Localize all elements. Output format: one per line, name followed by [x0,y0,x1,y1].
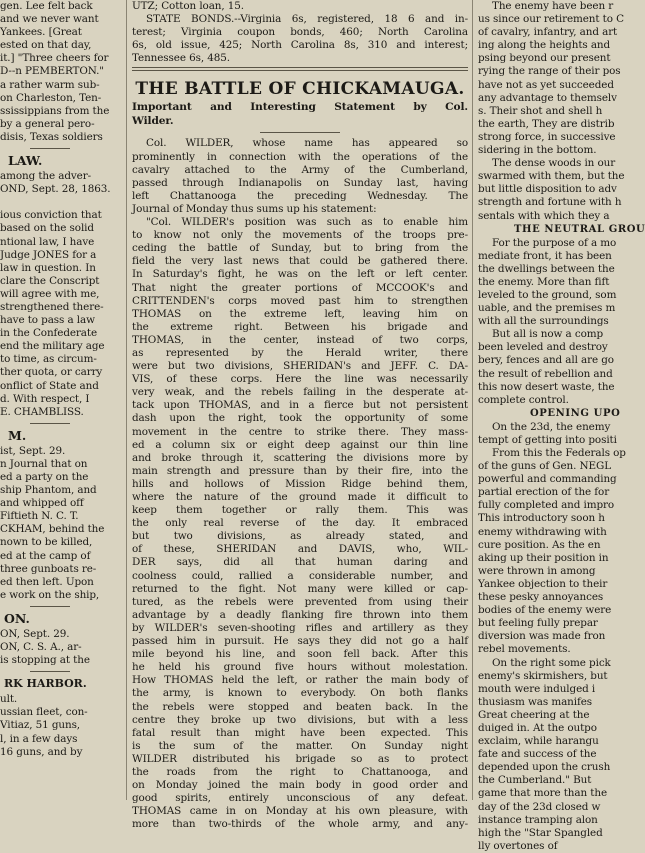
text-line: of the guns of Gen. NEGL [478,460,612,473]
text-line: been leveled and destroy [478,341,608,354]
article-intro [132,137,468,216]
text-line: dash upon the right, took the opportunity of some [132,412,468,425]
text-line: by WILDER's seven-shooting rifles and artillery as they [132,621,468,634]
text-line: swarmed with them, but the [478,170,625,183]
text-line: the Cumberland." But [478,774,592,787]
text-line: the only real reverse of the day. It embraced [132,517,468,530]
text-line: day of the 23d closed w [478,800,601,813]
text-line: STATE BONDS.--Virginia 6s, registered, 18 6 and in- [146,13,468,26]
text-line: have not as yet succeeded [478,78,614,91]
text-line: based on the solid [0,222,94,235]
text-line: hills and hollows of Mission Ridge behind them, [132,477,468,490]
text-line: ussian fleet, con- [0,706,88,719]
text-line: leveled to the ground, som [478,288,617,301]
text-line: the result of rebellion and [478,367,613,380]
text-line: The dense woods in our [492,157,616,170]
text-line: it.] "Three cheers for [0,52,109,65]
text-line: cavalry attached to the Army of the Cumberland, [132,163,468,176]
text-line: gen. Lee felt back [0,0,93,12]
text-line: ed then left. Upon [0,575,94,588]
text-line: ship Phantom, and [0,484,97,497]
on-text [0,628,120,667]
text-line: these pesky annoyances [478,591,604,604]
text-line: rebel movements. [478,643,571,656]
text-line: tured, as the rebels were prevented from using their [132,595,468,608]
text-line: E. CHAMBLISS. [0,405,84,418]
text-line: Journal of Monday thus sums up his statement: [132,202,377,215]
text-line: to time, as circum- [0,353,97,366]
text-line: and whipped off [0,497,84,510]
text-line: law in question. In [0,261,96,274]
text-line: partial erection of the for [478,486,610,499]
text-line: Fiftieth N. C. T. [0,510,79,523]
text-line: have to pass a law [0,314,95,327]
text-line: enemy withdrawing with [478,525,607,538]
article-subtitle [132,101,468,128]
text-line: more than two-thirds of the whole army, and any- [132,818,468,831]
text-line: CRITTENDEN's corps moved past him to strengthen [132,294,468,307]
text-line: a rather warm sub- [0,78,100,91]
text-line: ther quota, or carry [0,366,103,379]
text-line: Important and Interesting Statement by Col. [132,101,468,114]
text-line: s. Their shot and shell h [478,104,603,117]
text-line: the earth, They are distrib [478,117,615,130]
divider [30,148,70,149]
text-line: as represented by the Herald writer, there [132,346,468,359]
middle-column [132,0,468,831]
text-line: On the right some pick [492,656,611,669]
text-line: tempt of getting into positi [478,433,617,446]
column-rule [472,0,473,800]
text-line: on Charleston, Ten- [0,91,102,104]
text-line: coolness could, rallied a considerable number, and [132,569,468,582]
text-line: by a general pero- [0,117,95,130]
text-line: aking up their position in [478,551,609,564]
text-line: ious conviction that [0,209,102,222]
article-title: THE BATTLE OF CHICKAMAUGA. [135,79,465,100]
text-line: disis, Texas soldiers [0,130,103,143]
text-line: Vitiaz, 51 guns, [0,719,81,732]
text-line [0,196,120,209]
neutral-ground-heading: THE NEUTRAL GROU [514,223,645,235]
divider [30,606,70,607]
text-line: on Monday joined the main body in good order and [132,779,468,792]
text-line: ssissippians from the [0,104,110,117]
text-line: OND, Sept. 28, 1863. [0,183,111,196]
text-line: the army, is known to everybody. On both flanks [132,687,468,700]
text-line: movement in the centre to strike there. They mass- [132,425,468,438]
text-line: "Col. WILDER's position was such as to enable him [146,216,468,229]
text-line: 6s, old issue, 425; North Carolina 8s, 310 and interest; [132,39,468,52]
text-line: game that more than the [478,787,607,800]
text-line: onflict of State and [0,379,99,392]
text-line: On the 23d, the enemy [492,420,611,433]
text-line: DER says, did all that human daring and [132,556,468,569]
text-line: ntional law, I have [0,235,95,248]
text-line: left Chattanooga the preceding Wednesday. The [132,189,468,202]
text-line: diversion was made fron [478,630,606,643]
text-line: l, in a few days [0,732,78,745]
text-line: thusiasm was manifes [478,695,593,708]
text-line: strength and fortune with h [478,196,622,209]
text-line: n Journal that on [0,457,88,470]
text-line: CKHAM, behind the [0,523,105,536]
text-line: WILDER distributed his brigade so as to protect [132,752,468,765]
text-line: duiged in. At the outpo [478,721,597,734]
right-top-text [478,0,640,223]
title-divider [260,132,340,133]
opening-heading: OPENING UPO [530,407,621,419]
text-line: VIS, of these corps. Here the line was necessarily [132,373,468,386]
text-line: mile beyond his line, and soon fell back. After this [132,648,468,661]
text-line: complete control. [478,393,569,406]
text-line: rying the range of their pos [478,65,621,78]
left-column [0,0,120,800]
text-line: passed through Indianapolis on Sunday last, having [132,176,468,189]
text-line: ing along the heights and [478,39,611,52]
text-line: ed a party on the [0,471,89,483]
text-line: ed at the camp of [0,549,91,562]
text-line: Col. WILDER, whose name has appeared so [146,137,468,150]
text-line: For the purpose of a mo [492,236,617,249]
text-line: mouth were indulged i [478,682,596,695]
text-line: fate and success of the [478,748,597,761]
text-line: keep them together or rally them. This was [132,504,468,517]
text-line: ist, Sept. 29. [0,444,66,457]
text-line: the rebels were stopped and beaten back. In the [132,700,468,713]
text-line: fully completed and impro [478,499,615,512]
opening-text [478,421,640,853]
text-line: is stopping at the [0,654,90,667]
law-text [0,170,120,419]
text-line: he held his ground five hours without molestation. [132,661,468,674]
text-line: and we never want [0,13,99,26]
text-line: where the nature of the ground made it difficult to [132,491,468,503]
text-line: Great cheering at the [478,708,590,721]
text-line: good spirits, entirely unconscious of any defeat. [132,792,468,805]
text-line: ON, Sept. 29. [0,627,70,640]
text-line: instance tramping alon [478,813,598,826]
text-line: The enemy have been r [492,0,614,12]
text-line: and broke through it, scattering the divisions more by [132,451,468,464]
text-line: were but two divisions, SHERIDAN's and JEFF. C. DA- [132,360,468,373]
text-line: ceding the battle of Sunday, but to bring from the [132,242,468,255]
text-line: Judge JONES for a [0,248,97,261]
text-line: the roads from the right to Chattanooga, and [132,765,468,778]
m-heading: M. [8,427,27,443]
text-line: From this the Federals op [492,447,626,459]
text-line: prominently in connection with the operations of the [132,150,468,163]
text-line: nown to be killed, [0,536,93,549]
text-line: tack upon THOMAS, and in a fierce but not persistent [132,399,468,412]
bond-prices-text [132,0,468,65]
text-line: psing beyond our present [478,52,611,65]
text-line: clare the Conscript [0,274,100,287]
text-line: THOMAS on the extreme left, leaving him on [132,307,468,320]
text-line: How THOMAS held the left, or rather the main body of [132,674,468,687]
text-line: d. With respect, I [0,392,90,405]
text-line: That night the greater portions of MCCOOK's and [132,281,468,294]
text-line: passed him in pursuit. He says they did not go a half [132,635,468,648]
section-rule [132,67,468,71]
text-line: but little disposition to adv [478,183,617,196]
harbor-heading: RK HARBOR. [4,677,87,691]
text-line: of cavalry, infantry, and art [478,26,618,39]
text-line: advantage by a deadly flanking fire thrown into them [132,608,468,621]
text-line: uable, and the premises m [478,302,616,315]
text-line: ed a column six or eight deep against our thin line [132,438,468,451]
text-line: ested on that day, [0,39,92,52]
text-line: returned to the fight. Not many were killed or cap- [132,582,468,595]
text-line: lly overtones of [478,839,558,852]
right-column [478,0,645,852]
text-line: but feeling fully prepar [478,617,598,630]
on-heading: ON. [4,610,30,626]
text-line: the enemy. More than fift [478,275,610,288]
text-line: will agree with me, [0,287,100,300]
text-line: us since our retirement to C [478,13,624,26]
divider [30,671,70,672]
text-line: exclaim, while harangu [478,735,599,748]
divider [30,423,70,424]
text-line: cure position. As the en [478,538,601,551]
text-line: ult. [0,693,18,706]
text-line: THOMAS, in the center, instead of two corps, [132,333,468,346]
text-line: In Saturday's fight, he was on the left or left center. [132,268,468,281]
text-line: But all is now a comp [492,328,604,341]
text-line: ON, C. S. A., ar- [0,641,82,654]
text-line: 16 guns, and by [0,745,83,758]
text-line: were thrown in among [478,564,596,577]
text-line: main strength and pressure than by their fire, into the [132,464,468,477]
text-line: powerful and commanding [478,473,617,486]
article-body [132,216,468,831]
text-line: enemy's skirmishers, but [478,669,608,682]
text-line: depended upon the crush [478,761,611,774]
text-line: this now desert waste, the [478,380,615,393]
text-line: any advantage to themselv [478,91,617,104]
text-line: THOMAS came in on Monday at his own pleasure, with [132,805,468,818]
text-line: high the "Star Spangled [478,826,603,839]
text-line: field the very last news that could be gathered there. [132,255,468,268]
text-line: Yankees. [Great [0,26,82,39]
text-line: with all the surroundings [478,315,609,328]
text-line: but two divisions, as already stated, and [132,530,468,543]
m-text [0,445,120,602]
text-line: strengthened there- [0,300,104,313]
text-line: sidering in the bottom. [478,144,597,157]
text-line: terest; Virginia coupon bonds, 460; North Carolina [132,26,468,39]
text-line: UTZ; Cotton loan, 15. [132,0,245,12]
text-line: Wilder. [132,114,174,127]
text-line: in the Confederate [0,327,98,340]
text-line: fatal result than might have been expected. This [132,726,468,739]
text-line: of these, SHERIDAN and DAVIS, who, WIL- [132,543,468,556]
text-line: mediate front, it has been [478,249,612,262]
text-line: sentals with which they a [478,209,610,222]
text-line: is the sum of the matter. On Sunday night [132,739,468,752]
text-line: three gunboats re- [0,562,97,575]
text-line: bery, fences and all are go [478,354,614,367]
law-heading: LAW. [8,153,43,169]
text-line: the dwellings between the [478,262,615,275]
neutral-ground-text [478,237,640,407]
text-line: strong force, in successive [478,130,616,143]
text-line: Yankee objection to their [478,577,608,590]
text-line: end the military age [0,340,105,353]
text-line: among the adver- [0,170,92,183]
text-line: This introductory soon h [478,512,605,525]
text-line: Tennessee 6s, 485. [132,52,230,65]
text-line: D--n PEMBERTON." [0,65,104,78]
text-line: very weak, and the rebels failing in the desperate at- [132,386,468,399]
left-top-text [0,0,120,144]
text-line: bodies of the enemy were [478,604,612,617]
text-line: e work on the ship, [0,588,100,601]
text-line: to know not only the movements of the troops pre- [132,229,468,242]
harbor-text [0,693,120,758]
text-line: the extreme right. Between his brigade and [132,320,468,333]
column-rule [126,0,127,800]
text-line: centre they broke up two divisions, but with a less [132,713,468,726]
